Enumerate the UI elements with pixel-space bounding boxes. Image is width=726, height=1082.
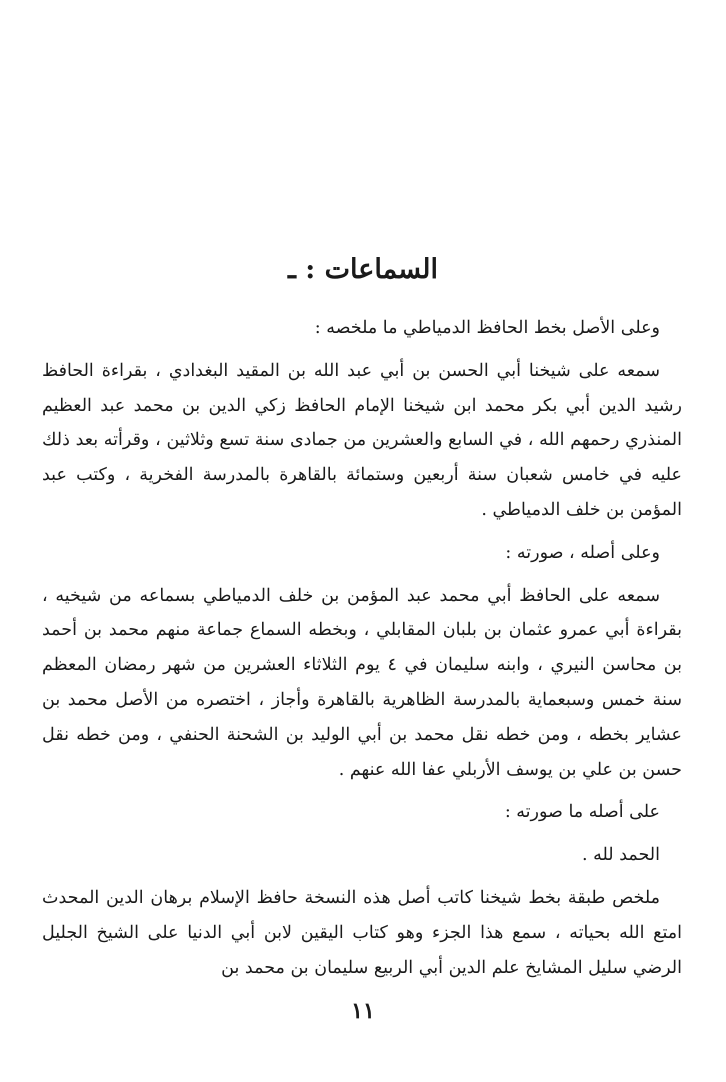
paragraph-second-audition: سمعه على الحافظ أبي محمد عبد المؤمن بن خلف الدمياطي بسماعه من شيخيه ، بقراءة أبي عمرو عثمان بن بلبان المقابلي ، وبخطه السماع جماعة منهم محمد بن أحمد بن محاسن النيري ، وابنه سليمان في ٤ يوم الثلاثاء العشرين من شهر رمضان المعظم سنة خمس وسبعماية بالمدرسة الظاهرية بالقاهرة وأجاز ، اختصره من الأصل محمد بن عشاير بخطه ، ومن خطه نقل محمد بن أبي الوليد بن الشحنة الحنفي ، ومن خطه نقل حسن بن علي بن يوسف الأربلي عفا الله عنهم . [42, 585, 682, 780]
body-text [42, 311, 682, 985]
intro-line-its-copy: وعلى أصله ، صورته : [505, 542, 660, 563]
intro-line-praise: الحمد لله . [582, 845, 660, 866]
intro-line-on-its-original: على أصله ما صورته : [504, 802, 660, 823]
paragraph-summary-class: ملخص طبقة بخط شيخنا كاتب أصل هذه النسخة حافظ الإسلام برهان الدين المحدث امتع الله بحياته ، سمع هذا الجزء وهو كتاب اليقين لابن أبي الدنيا على الشيخ الجليل الرضي سليل المشايخ علم الدين أبي الربيع سليمان بن محمد بن [42, 887, 682, 978]
intro-line-original-note: وعلى الأصل بخط الحافظ الدمياطي ما ملخصه : [314, 318, 660, 338]
page-number: ١١ [351, 998, 375, 1024]
paragraph-first-audition: سمعه على شيخنا أبي الحسن بن أبي عبد الله بن المقيد البغدادي ، بقراءة الحافظ رشيد الدين أبي بكر محمد ابن شيخنا الإمام الحافظ زكي الدين بن محمد عبد العظيم المنذري رحمهم الله ، في السابع والعشرين من جمادى سنة تسع وثلاثين ، وقرأته بعد ذلك عليه في خامس شعبان سنة أربعين وستمائة بالقاهرة بالمدرسة الفخرية ، وكتب عبد المؤمن بن خلف الدمياطي . [42, 360, 682, 520]
section-heading: السماعات : ـ [287, 254, 439, 285]
